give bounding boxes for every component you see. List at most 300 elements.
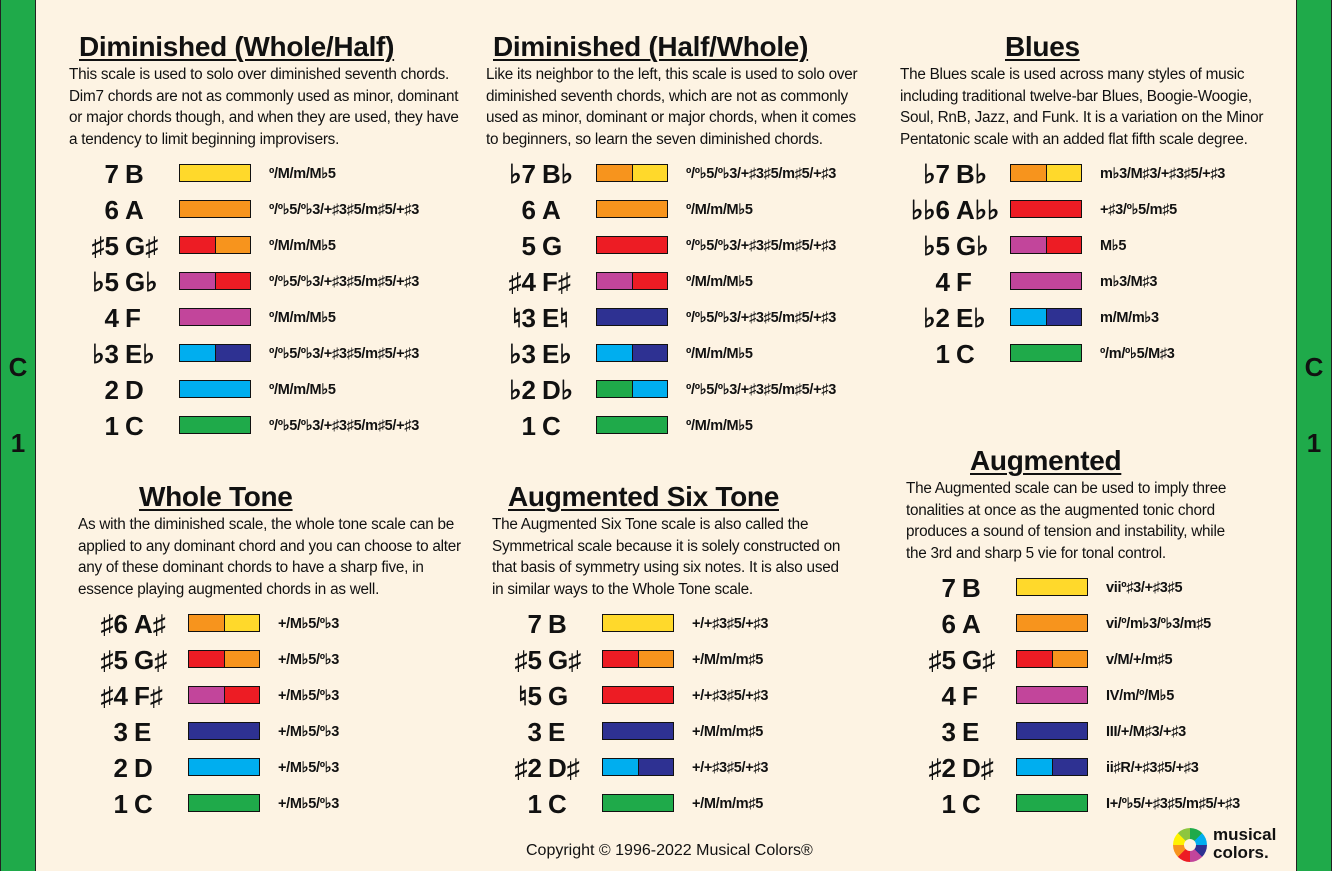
chord-list: +/M/m/m♯5 — [692, 796, 764, 812]
chord-list: m/M/m♭3 — [1100, 310, 1159, 326]
description-line: Like its neighbor to the left, this scale is used to solo over — [486, 66, 858, 83]
scale-degree-row — [900, 264, 1290, 300]
scale-degree-row — [906, 570, 1291, 606]
right-tab — [1296, 0, 1332, 871]
color-segment — [189, 615, 224, 631]
note-color-bar — [596, 344, 668, 362]
scale-degree-row — [78, 750, 478, 786]
scale-rows — [900, 156, 1290, 372]
color-segment — [189, 723, 259, 739]
scale-degree-row — [900, 156, 1290, 192]
color-segment — [597, 165, 632, 181]
color-segment — [632, 345, 668, 361]
note-color-bar — [602, 614, 674, 632]
chord-list: º/M/m/M♭5 — [686, 346, 753, 362]
chord-list: º/M/m/M♭5 — [269, 238, 336, 254]
note-color-bar — [188, 722, 260, 740]
degree-label: 2 — [113, 753, 128, 783]
color-segment — [1052, 759, 1088, 775]
degree-label: ♭2 — [923, 303, 950, 333]
description-line: in similar ways to the Whole Tone scale. — [492, 580, 753, 598]
left-key-letter: C — [8, 352, 28, 382]
degree-label: 1 — [527, 789, 542, 819]
left-key-number: 1 — [10, 428, 26, 458]
degree-label: ♯4 — [508, 267, 536, 297]
description-line: any of these dominant chords to have a sharp five, in — [78, 559, 424, 576]
chord-list: III/+/M♯3/+♯3 — [1106, 724, 1186, 740]
note-name: C — [548, 789, 567, 819]
section-title: Diminished (Half/Whole) — [493, 31, 809, 62]
scale-degree-row — [486, 264, 886, 300]
note-name: C — [956, 339, 975, 369]
color-segment — [189, 795, 259, 811]
musical-colors-logo — [1173, 826, 1291, 866]
scale-rows — [906, 570, 1291, 822]
note-name: G♭ — [956, 231, 989, 261]
note-color-bar — [179, 416, 251, 434]
section-description — [906, 478, 1291, 564]
chord-list: º/º♭5/º♭3/+♯3♯5/m♯5/+♯3 — [686, 310, 837, 326]
section-description — [78, 514, 478, 600]
note-color-bar — [179, 308, 251, 326]
chord-list: IV/m/º/M♭5 — [1106, 688, 1174, 704]
note-color-bar — [596, 380, 668, 398]
color-segment — [215, 345, 251, 361]
color-segment — [189, 651, 224, 667]
note-name: D♭ — [542, 375, 574, 405]
note-name: A♯ — [134, 609, 166, 639]
note-color-bar — [1010, 236, 1082, 254]
scale-degree-row — [486, 192, 886, 228]
scale-degree-row — [492, 786, 892, 822]
note-name: G♭ — [125, 267, 158, 297]
section-augmented-six-tone — [492, 481, 892, 822]
chord-list: +/+♯3♯5/+♯3 — [692, 616, 769, 632]
note-color-bar — [1010, 344, 1082, 362]
chord-list: m♭3/M♯3/+♯3♯5/+♯3 — [1100, 166, 1226, 182]
description-line: The Augmented Six Tone scale is also called the — [492, 516, 809, 533]
chord-list: viiº♯3/+♯3♯5 — [1106, 580, 1183, 596]
degree-label: ♮5 — [518, 681, 542, 711]
note-color-bar — [179, 344, 251, 362]
degree-label: 6 — [104, 195, 119, 225]
color-segment — [1017, 651, 1052, 667]
note-color-bar — [596, 236, 668, 254]
chord-list: º/M/m/M♭5 — [269, 382, 336, 398]
scale-degree-row — [69, 300, 469, 336]
color-segment — [180, 417, 250, 433]
color-segment — [1017, 687, 1087, 703]
color-segment — [1017, 579, 1087, 595]
note-color-bar — [596, 416, 668, 434]
scale-degree-row — [492, 642, 892, 678]
description-line: used as minor, dominant or major chords, when it comes — [486, 109, 856, 126]
description-line: The Augmented scale can be used to imply three — [906, 480, 1227, 497]
scale-rows — [486, 156, 886, 444]
note-name: A♭♭ — [956, 195, 1000, 225]
note-color-bar — [188, 650, 260, 668]
color-segment — [638, 759, 674, 775]
color-segment — [603, 723, 673, 739]
scale-degree-row — [69, 372, 469, 408]
color-segment — [603, 795, 673, 811]
color-segment — [597, 237, 667, 253]
scale-degree-row — [900, 192, 1290, 228]
chord-list: +/M♭5/º♭3 — [278, 760, 340, 776]
scale-rows — [492, 606, 892, 822]
degree-label: 4 — [104, 303, 119, 333]
note-color-bar — [1010, 200, 1082, 218]
chord-list: +/+♯3♯5/+♯3 — [692, 688, 769, 704]
chord-list: +♯3/º♭5/m♯5 — [1100, 202, 1177, 218]
color-segment — [632, 165, 668, 181]
description-line: As with the diminished scale, the whole tone scale can be — [78, 516, 455, 533]
chord-list: +/M♭5/º♭3 — [278, 796, 340, 812]
note-name: E — [962, 717, 980, 747]
note-color-bar — [1016, 650, 1088, 668]
note-color-bar — [602, 650, 674, 668]
section-description — [486, 64, 886, 150]
note-color-bar — [179, 272, 251, 290]
scale-rows — [69, 156, 469, 444]
chord-list: +/M♭5/º♭3 — [278, 688, 340, 704]
chord-list: º/M/m/M♭5 — [686, 274, 753, 290]
section-diminished-half-whole — [486, 31, 886, 444]
note-name: E — [548, 717, 566, 747]
note-color-bar — [1010, 308, 1082, 326]
right-key-number: 1 — [1306, 428, 1322, 458]
scale-degree-row — [69, 408, 469, 444]
description-line: tonalities at once as the augmented tonic chord — [906, 501, 1215, 519]
degree-label: ♯2 — [514, 753, 542, 783]
note-name: G♯ — [548, 645, 582, 675]
chord-list: º/º♭5/º♭3/+♯3♯5/m♯5/+♯3 — [686, 238, 837, 254]
note-color-bar — [602, 722, 674, 740]
note-name: A — [962, 609, 981, 639]
color-segment — [1011, 273, 1081, 289]
color-segment — [1011, 237, 1046, 253]
degree-label: 6 — [521, 195, 536, 225]
section-title: Whole Tone — [139, 481, 293, 512]
section-title: Augmented Six Tone — [508, 481, 779, 512]
color-segment — [1046, 309, 1082, 325]
note-color-bar — [1016, 614, 1088, 632]
degree-label: 7 — [527, 609, 542, 639]
chord-list: +/M/m/m♯5 — [692, 652, 764, 668]
color-segment — [189, 687, 224, 703]
degree-label: ♭5 — [923, 231, 950, 261]
scale-degree-row — [906, 750, 1291, 786]
description-line: the 3rd and sharp 5 vie for tonal control. — [906, 544, 1166, 562]
description-line: applied to any dominant chord and you can choose to alter — [78, 537, 461, 555]
note-name: C — [134, 789, 153, 819]
note-color-bar — [1016, 722, 1088, 740]
color-segment — [1017, 795, 1087, 811]
color-segment — [597, 381, 632, 397]
content-panel — [36, 0, 1296, 871]
chord-list: º/M/m/M♭5 — [269, 310, 336, 326]
degree-label: 6 — [941, 609, 956, 639]
color-segment — [180, 345, 215, 361]
chord-list: º/º♭5/º♭3/+♯3♯5/m♯5/+♯3 — [686, 166, 837, 182]
description-line: This scale is used to solo over diminished seventh chords. — [69, 66, 450, 83]
color-segment — [632, 381, 668, 397]
note-color-bar — [188, 758, 260, 776]
note-name: G — [548, 681, 569, 711]
scale-degree-row — [486, 336, 886, 372]
degree-label: 7 — [941, 573, 956, 603]
color-segment — [189, 759, 259, 775]
note-name: G♯ — [962, 645, 996, 675]
chord-list: º/º♭5/º♭3/+♯3♯5/m♯5/+♯3 — [269, 202, 420, 218]
section-augmented — [906, 445, 1291, 822]
note-name: G♯ — [125, 231, 159, 261]
color-segment — [603, 687, 673, 703]
scale-degree-row — [492, 606, 892, 642]
color-segment — [224, 687, 260, 703]
color-segment — [603, 615, 673, 631]
color-segment — [224, 651, 260, 667]
description-line: including traditional twelve-bar Blues, Boogie-Woogie, — [900, 87, 1252, 105]
scale-degree-row — [78, 786, 478, 822]
note-name: B — [962, 573, 981, 603]
note-name: D — [125, 375, 144, 405]
degree-label: ♭5 — [92, 267, 119, 297]
chord-list: M♭5 — [1100, 238, 1127, 254]
description-line: Dim7 chords are not as commonly used as minor, dominant — [69, 87, 459, 105]
note-color-bar — [1016, 794, 1088, 812]
color-segment — [1017, 759, 1052, 775]
color-segment — [180, 201, 250, 217]
color-segment — [180, 381, 250, 397]
degree-label: 1 — [113, 789, 128, 819]
note-color-bar — [1016, 758, 1088, 776]
scale-degree-row — [906, 714, 1291, 750]
description-line: essence playing augmented chords in as well. — [78, 580, 380, 598]
scale-degree-row — [69, 156, 469, 192]
note-name: D♯ — [962, 753, 994, 783]
note-color-bar — [602, 758, 674, 776]
logo-line: colors. — [1213, 843, 1269, 862]
color-segment — [1046, 165, 1082, 181]
note-name: F — [956, 267, 972, 297]
copyright-text: Copyright © 1996-2022 Musical Colors® — [526, 842, 813, 859]
note-name: C — [962, 789, 981, 819]
scale-degree-row — [69, 336, 469, 372]
note-color-bar — [596, 272, 668, 290]
color-segment — [224, 615, 260, 631]
chord-list: º/m/º♭5/M♯3 — [1100, 346, 1175, 362]
degree-label: ♯5 — [928, 645, 956, 675]
note-color-bar — [188, 614, 260, 632]
color-segment — [603, 651, 638, 667]
color-segment — [1017, 723, 1087, 739]
degree-label: ♭♭6 — [911, 195, 950, 225]
degree-label: ♯6 — [100, 609, 128, 639]
color-segment — [215, 237, 251, 253]
note-name: F♯ — [134, 681, 163, 711]
note-color-bar — [602, 686, 674, 704]
section-title: Diminished (Whole/Half) — [79, 31, 395, 62]
note-name: E♭ — [956, 303, 986, 333]
left-tab — [0, 0, 36, 871]
color-segment — [597, 417, 667, 433]
scale-degree-row — [492, 714, 892, 750]
color-segment — [180, 165, 250, 181]
note-color-bar — [596, 164, 668, 182]
note-color-bar — [179, 380, 251, 398]
degree-label: 1 — [935, 339, 950, 369]
description-line: The Blues scale is used across many styles of music — [900, 66, 1245, 83]
right-key-letter: C — [1304, 352, 1324, 382]
note-color-bar — [1016, 686, 1088, 704]
color-segment — [180, 273, 215, 289]
note-name: A — [125, 195, 144, 225]
degree-label: 4 — [941, 681, 956, 711]
degree-label: ♮3 — [512, 303, 536, 333]
note-name: B♭ — [956, 159, 988, 189]
note-name: E — [134, 717, 152, 747]
note-name: E♭ — [542, 339, 572, 369]
color-segment — [180, 309, 250, 325]
degree-label: 2 — [104, 375, 119, 405]
scale-degree-row — [906, 606, 1291, 642]
degree-label: 1 — [104, 411, 119, 441]
note-color-bar — [188, 686, 260, 704]
note-name: E♮ — [542, 303, 569, 333]
note-name: C — [125, 411, 144, 441]
description-line: or major chords though, and when they are used, they have — [69, 109, 459, 126]
degree-label: ♭7 — [923, 159, 950, 189]
scale-degree-row — [69, 228, 469, 264]
scale-degree-row — [906, 786, 1291, 822]
degree-label: ♯4 — [100, 681, 128, 711]
color-segment — [1011, 165, 1046, 181]
chord-list: vi/º/m♭3/º♭3/m♯5 — [1106, 616, 1211, 632]
scale-rows — [78, 606, 478, 822]
color-segment — [1011, 201, 1081, 217]
degree-label: 7 — [104, 159, 119, 189]
chord-list: º/M/m/M♭5 — [686, 202, 753, 218]
description-line: to beginners, so learn the seven diminished chords. — [486, 130, 823, 148]
chord-list: º/º♭5/º♭3/+♯3♯5/m♯5/+♯3 — [269, 346, 420, 362]
color-segment — [215, 273, 251, 289]
chord-list: ii♯R/+♯3♯5/+♯3 — [1106, 760, 1199, 776]
degree-label: ♭3 — [509, 339, 536, 369]
note-name: G♯ — [134, 645, 168, 675]
degree-label: 1 — [521, 411, 536, 441]
scale-degree-row — [492, 750, 892, 786]
degree-label: ♯5 — [514, 645, 542, 675]
color-segment — [638, 651, 674, 667]
scale-degree-row — [69, 264, 469, 300]
note-color-bar — [179, 236, 251, 254]
scale-degree-row — [906, 678, 1291, 714]
color-segment — [597, 273, 632, 289]
chord-list: º/M/m/M♭5 — [269, 166, 336, 182]
note-name: F♯ — [542, 267, 571, 297]
note-color-bar — [596, 308, 668, 326]
scale-degree-row — [78, 606, 478, 642]
note-color-bar — [179, 200, 251, 218]
section-description — [900, 64, 1290, 150]
scale-degree-row — [78, 714, 478, 750]
degree-label: ♭2 — [509, 375, 536, 405]
note-color-bar — [179, 164, 251, 182]
note-color-bar — [188, 794, 260, 812]
color-segment — [597, 345, 632, 361]
note-color-bar — [1010, 164, 1082, 182]
chord-list: +/M/m/m♯5 — [692, 724, 764, 740]
color-segment — [180, 237, 215, 253]
section-diminished-whole-half — [69, 31, 469, 444]
degree-label: 1 — [941, 789, 956, 819]
chord-list: +/M♭5/º♭3 — [278, 652, 340, 668]
scale-degree-row — [900, 336, 1290, 372]
note-name: F — [125, 303, 141, 333]
logo-wordmark — [1213, 826, 1276, 862]
description-line: Pentatonic scale with an added flat fifth scale degree. — [900, 130, 1248, 148]
degree-label: ♯5 — [100, 645, 128, 675]
chord-list: º/º♭5/º♭3/+♯3♯5/m♯5/+♯3 — [686, 382, 837, 398]
scale-degree-row — [486, 300, 886, 336]
chord-list: º/M/m/M♭5 — [686, 418, 753, 434]
description-line: diminished seventh chords, which are not as commonly — [486, 87, 848, 105]
note-color-bar — [596, 200, 668, 218]
scale-degree-row — [486, 408, 886, 444]
chord-list: v/M/+/m♯5 — [1106, 652, 1173, 668]
logo-line: musical — [1213, 825, 1277, 844]
note-color-bar — [1010, 272, 1082, 290]
color-segment — [1052, 651, 1088, 667]
note-color-bar — [1016, 578, 1088, 596]
scale-degree-row — [486, 156, 886, 192]
color-segment — [1046, 237, 1082, 253]
note-name: D♯ — [548, 753, 580, 783]
note-name: D — [134, 753, 153, 783]
degree-label: 3 — [941, 717, 956, 747]
color-segment — [1017, 615, 1087, 631]
degree-label: 3 — [113, 717, 128, 747]
chord-list: +/M♭5/º♭3 — [278, 616, 340, 632]
section-title: Blues — [1005, 31, 1080, 62]
scale-degree-row — [78, 678, 478, 714]
scale-degree-row — [69, 192, 469, 228]
note-name: B — [125, 159, 144, 189]
description-line: produces a sound of tension and instability, while — [906, 523, 1225, 540]
degree-label: 5 — [521, 231, 536, 261]
scale-degree-row — [900, 300, 1290, 336]
degree-label: ♭7 — [509, 159, 536, 189]
note-name: E♭ — [125, 339, 155, 369]
scale-degree-row — [78, 642, 478, 678]
section-whole-tone — [78, 481, 478, 822]
scale-degree-row — [486, 228, 886, 264]
chord-list: º/º♭5/º♭3/+♯3♯5/m♯5/+♯3 — [269, 418, 420, 434]
chord-list: º/º♭5/º♭3/+♯3♯5/m♯5/+♯3 — [269, 274, 420, 290]
note-name: C — [542, 411, 561, 441]
degree-label: 3 — [527, 717, 542, 747]
note-name: A — [542, 195, 561, 225]
color-segment — [632, 273, 668, 289]
color-segment — [597, 201, 667, 217]
note-name: G — [542, 231, 563, 261]
description-line: Soul, RnB, Jazz, and Funk. It is a variation on the Minor — [900, 109, 1264, 126]
chord-list: +/M♭5/º♭3 — [278, 724, 340, 740]
description-line: a tendency to limit beginning improvisers. — [69, 130, 340, 148]
section-description — [492, 514, 892, 600]
color-wheel-icon — [1173, 828, 1207, 862]
